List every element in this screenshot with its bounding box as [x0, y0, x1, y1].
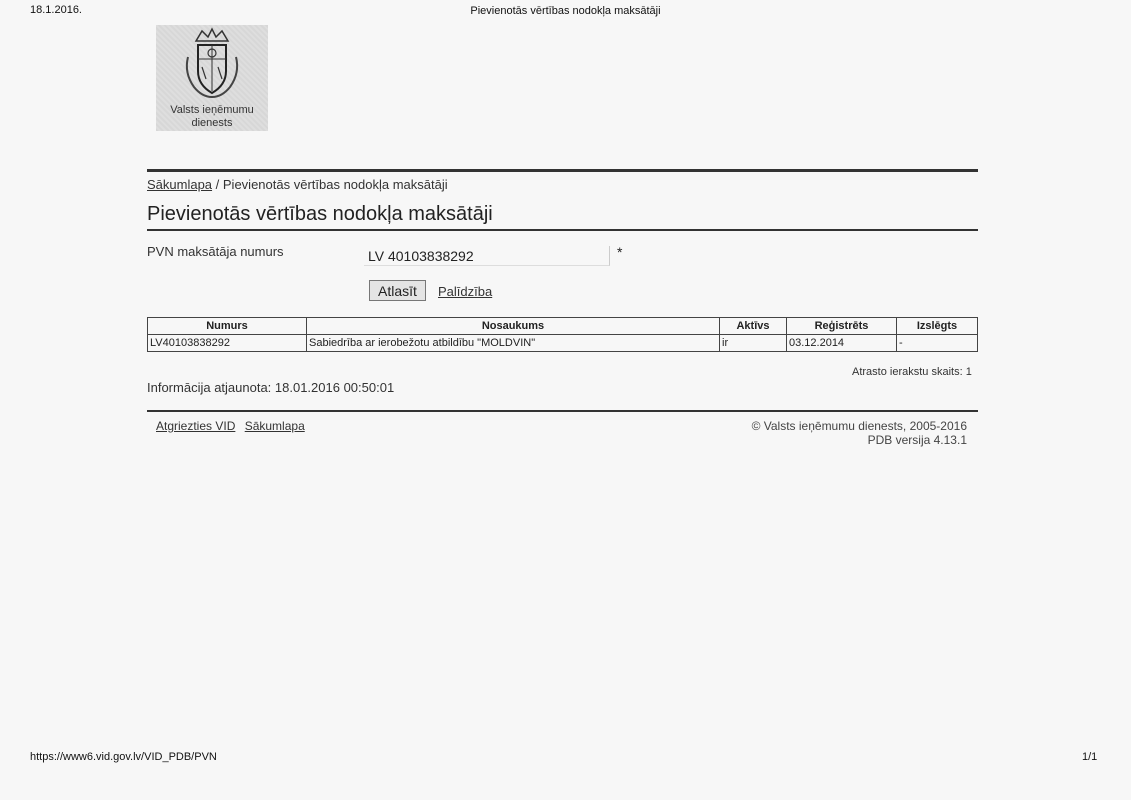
- version-text: PDB versija 4.13.1: [867, 433, 967, 447]
- footer-home-link[interactable]: Sākumlapa: [244, 419, 305, 433]
- logo-line-2: dienests: [191, 117, 233, 129]
- print-title: Pievienotās vērtības nodokļa maksātāji: [470, 5, 661, 17]
- coat-of-arms-icon: [182, 27, 242, 103]
- found-count: Atrasto ierakstu skaits: 1: [852, 366, 972, 378]
- column-header-registered: Reģistrēts: [787, 318, 897, 335]
- cell-name: Sabiedrība ar ierobežotu atbildību "MOLDVIN": [307, 335, 720, 352]
- breadcrumb-separator: /: [212, 177, 223, 192]
- print-url: https://www6.vid.gov.lv/VID_PDB/PVN: [30, 751, 217, 763]
- updated-info: Informācija atjaunota: 18.01.2016 00:50:01: [147, 380, 395, 395]
- required-mark: *: [617, 244, 623, 260]
- vat-number-input[interactable]: [364, 246, 610, 266]
- cell-excluded: -: [897, 335, 978, 352]
- back-to-vid-link[interactable]: Atgriezties VID: [156, 419, 236, 433]
- column-header-name: Nosaukums: [307, 318, 720, 335]
- breadcrumb-current: Pievienotās vērtības nodokļa maksātāji: [222, 177, 448, 192]
- vid-logo: [156, 25, 268, 131]
- cell-registered: 03.12.2014: [787, 335, 897, 352]
- print-date: 18.1.2016.: [30, 4, 82, 16]
- breadcrumb-home-link[interactable]: Sākumlapa: [147, 177, 213, 192]
- breadcrumb: [147, 177, 448, 192]
- print-page-number: 1/1: [1082, 751, 1098, 763]
- column-header-excluded: Izslēgts: [897, 318, 978, 335]
- cell-active: ir: [720, 335, 787, 352]
- header-rule: [147, 169, 978, 172]
- copyright-text: © Valsts ieņēmumu dienests, 2005-2016: [751, 419, 967, 433]
- copyright-block: [700, 419, 967, 447]
- page-title: Pievienotās vērtības nodokļa maksātāji: [147, 203, 493, 225]
- cell-number: LV40103838292: [148, 335, 307, 352]
- footer-links: [156, 419, 311, 433]
- results-table: [147, 317, 978, 352]
- title-rule: [147, 229, 978, 231]
- select-button[interactable]: Atlasīt: [369, 280, 426, 301]
- column-header-number: Numurs: [148, 318, 307, 335]
- help-link[interactable]: Palīdzība: [438, 284, 493, 299]
- footer-rule: [147, 410, 978, 412]
- table-row: [148, 335, 978, 352]
- logo-line-1: Valsts ieņēmumu: [170, 104, 254, 116]
- column-header-active: Aktīvs: [720, 318, 787, 335]
- vat-number-label: PVN maksātāja numurs: [147, 244, 284, 259]
- table-header-row: [148, 318, 978, 335]
